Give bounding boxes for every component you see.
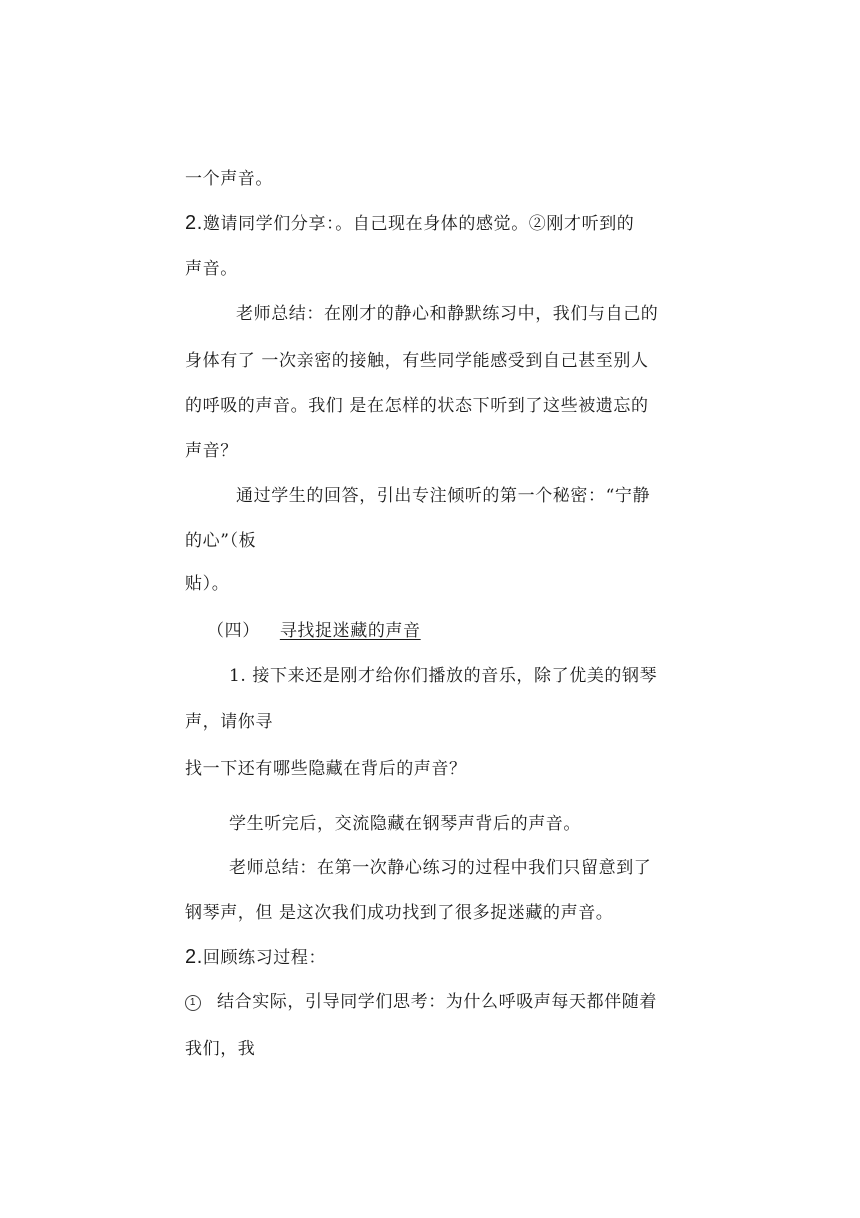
paragraph-line: 老师总结：在第一次静心练习的过程中我们只留意到了 — [229, 858, 652, 878]
paragraph-line: 钢琴声，但 是这次我们成功找到了很多捉迷藏的声音。 — [185, 903, 614, 923]
paragraph-line: 声，请你寻 — [185, 712, 273, 732]
section-heading — [207, 619, 421, 643]
list-text: 邀请同学们分享：。自己现在身体的感觉。②刚才听到的 — [202, 214, 635, 234]
sub-item-text: 结合实际，引导同学们思考：为什么呼吸声每天都伴随着 — [217, 992, 657, 1012]
paragraph-line: 学生听完后，交流隐藏在钢琴声背后的声音。 — [229, 814, 581, 834]
paragraph-line: 身体有了 一次亲密的接触，有些同学能感受到自己甚至别人 — [185, 351, 649, 371]
paragraph-line: 通过学生的回答，引出专注倾听的第一个秘密：“宁静 — [236, 486, 651, 506]
list-number: 2. — [185, 212, 203, 234]
paragraph-line: 声音？ — [185, 441, 238, 461]
list-item-2 — [185, 945, 326, 970]
paragraph-line: 1. 接下来还是刚才给你们播放的音乐，除了优美的钢琴 — [229, 666, 658, 686]
list-number: 2. — [185, 946, 203, 968]
paragraph-line: 我们，我 — [185, 1039, 256, 1059]
sub-item-1 — [185, 990, 657, 1014]
paragraph-line: 一个声音。 — [185, 169, 273, 189]
section-number: （四） — [207, 621, 260, 641]
list-item-2 — [185, 211, 634, 236]
paragraph-line: 声音。 — [185, 259, 238, 279]
paragraph-line: 的心”（板 — [185, 531, 257, 551]
paragraph-line: 找一下还有哪些隐藏在背后的声音？ — [185, 759, 467, 779]
section-title: 寻找捉迷藏的声音 — [279, 621, 421, 641]
paragraph-line: 老师总结：在刚才的静心和静默练习中，我们与自己的 — [236, 304, 659, 324]
paragraph-line: 的呼吸的声音。我们 是在怎样的状态下听到了这些被遗忘的 — [185, 396, 649, 416]
paragraph-line: 贴）。 — [185, 574, 230, 594]
list-text: 回顾练习过程： — [202, 948, 327, 968]
circled-number-1: 1 — [185, 995, 201, 1011]
